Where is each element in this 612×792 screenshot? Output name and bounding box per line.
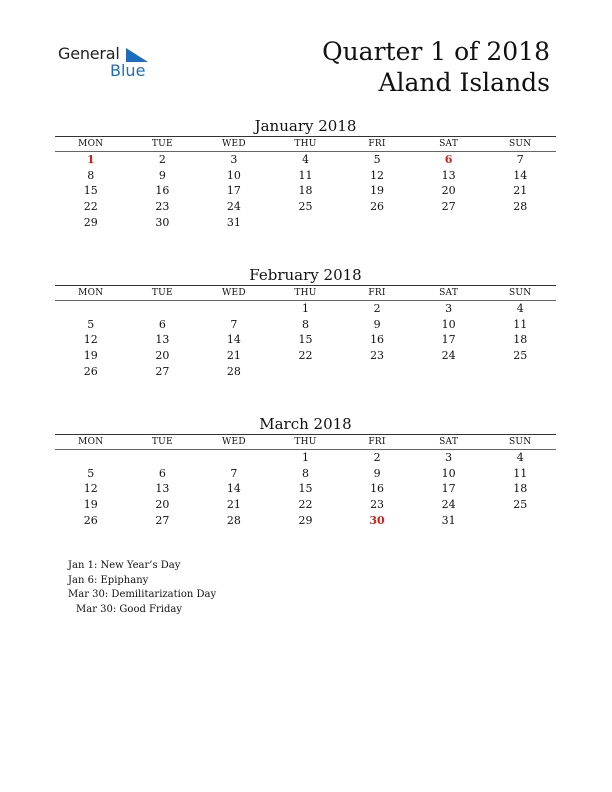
day-cell: 12 xyxy=(83,482,98,496)
weekday-header-thu: THU xyxy=(294,288,317,298)
weekday-header-row xyxy=(55,435,556,449)
holiday-day-cell: 1 xyxy=(86,153,95,166)
empty-day-cell xyxy=(127,301,199,317)
month-february xyxy=(55,265,556,379)
day-cell: 14 xyxy=(513,168,528,182)
day-cell: 18 xyxy=(298,184,313,198)
day-cell: 23 xyxy=(370,349,385,363)
day-cell: 26 xyxy=(83,364,98,378)
empty-day-cell xyxy=(198,301,270,317)
day-cell: 14 xyxy=(226,482,241,496)
day-cell: 19 xyxy=(83,349,98,363)
day-cell: 17 xyxy=(441,482,456,496)
day-cell: 15 xyxy=(83,184,98,198)
day-cell: 4 xyxy=(516,302,524,315)
weekday-header-mon: MON xyxy=(78,139,104,149)
weekday-header-thu: THU xyxy=(294,437,317,447)
holiday-day-cell: 6 xyxy=(444,153,453,166)
day-cell: 20 xyxy=(155,498,170,512)
month-january xyxy=(55,116,556,230)
empty-day-cell xyxy=(270,215,342,231)
day-cell: 15 xyxy=(298,482,313,496)
day-cell: 3 xyxy=(445,302,453,315)
day-cell: 1 xyxy=(301,302,309,315)
day-cell: 19 xyxy=(83,498,98,512)
weekday-header-tue: TUE xyxy=(151,288,173,298)
day-cell: 22 xyxy=(298,349,313,363)
day-cell: 16 xyxy=(370,333,385,347)
month-title: March 2018 xyxy=(259,415,352,433)
day-cell: 9 xyxy=(373,317,381,331)
logo-flag-icon xyxy=(126,48,148,62)
day-cell: 23 xyxy=(370,498,385,512)
day-cell: 30 xyxy=(155,215,170,229)
day-cell: 20 xyxy=(441,184,456,198)
day-cell: 31 xyxy=(441,513,456,527)
holiday-note: Jan 1: New Year’s Day xyxy=(68,560,181,571)
empty-day-cell xyxy=(413,364,485,380)
day-cell: 2 xyxy=(373,302,381,315)
day-cell: 11 xyxy=(513,466,528,480)
weekday-header-wed: WED xyxy=(221,437,246,447)
day-cell: 27 xyxy=(155,364,170,378)
day-cell: 24 xyxy=(441,498,456,512)
empty-day-cell xyxy=(55,301,127,317)
day-cell: 11 xyxy=(298,168,313,182)
weekday-header-fri: FRI xyxy=(368,437,386,447)
weekday-header-row xyxy=(55,137,556,151)
day-cell: 25 xyxy=(513,498,528,512)
day-cell: 10 xyxy=(226,168,241,182)
day-cell: 8 xyxy=(301,317,309,331)
day-cell: 21 xyxy=(513,184,528,198)
day-cell: 20 xyxy=(155,349,170,363)
weekday-header-tue: TUE xyxy=(151,139,173,149)
day-cell: 28 xyxy=(226,364,241,378)
day-cell: 24 xyxy=(441,349,456,363)
generalblue-logo xyxy=(58,44,158,84)
month-title: February 2018 xyxy=(249,266,362,284)
weekday-header-mon: MON xyxy=(78,437,104,447)
day-cell: 26 xyxy=(83,513,98,527)
empty-day-cell xyxy=(413,215,485,231)
day-cell: 5 xyxy=(87,466,95,480)
day-cell: 7 xyxy=(230,317,238,331)
empty-day-cell xyxy=(341,364,413,380)
weekday-header-fri: FRI xyxy=(368,288,386,298)
day-cell: 17 xyxy=(226,184,241,198)
weekday-header-thu: THU xyxy=(294,139,317,149)
day-cell: 22 xyxy=(83,200,98,214)
day-cell: 16 xyxy=(155,184,170,198)
day-cell: 21 xyxy=(226,498,241,512)
weekday-header-sat: SAT xyxy=(439,139,459,149)
holiday-day-cell: 30 xyxy=(369,513,385,527)
weekday-header-sun: SUN xyxy=(508,139,532,149)
day-grid xyxy=(55,450,556,528)
empty-day-cell xyxy=(484,215,556,231)
day-cell: 1 xyxy=(301,451,309,464)
day-cell: 5 xyxy=(373,153,381,166)
day-cell: 3 xyxy=(230,153,238,166)
day-cell: 11 xyxy=(513,317,528,331)
day-cell: 9 xyxy=(373,466,381,480)
holiday-notes xyxy=(68,559,216,617)
day-cell: 26 xyxy=(370,200,385,214)
day-cell: 6 xyxy=(158,466,166,480)
day-cell: 23 xyxy=(155,200,170,214)
day-cell: 27 xyxy=(155,513,170,527)
day-cell: 3 xyxy=(445,451,453,464)
day-cell: 6 xyxy=(158,317,166,331)
day-cell: 7 xyxy=(516,153,524,166)
day-cell: 15 xyxy=(298,333,313,347)
day-cell: 8 xyxy=(87,168,95,182)
day-cell: 18 xyxy=(513,333,528,347)
day-cell: 9 xyxy=(158,168,166,182)
day-cell: 28 xyxy=(226,513,241,527)
month-march xyxy=(55,414,556,528)
day-cell: 12 xyxy=(83,333,98,347)
empty-day-cell xyxy=(270,364,342,380)
weekday-header-sun: SUN xyxy=(508,437,532,447)
holiday-note: Mar 30: Good Friday xyxy=(76,603,182,615)
day-cell: 21 xyxy=(226,349,241,363)
day-cell: 10 xyxy=(441,466,456,480)
day-cell: 13 xyxy=(155,333,170,347)
day-cell: 13 xyxy=(441,168,456,182)
day-cell: 4 xyxy=(301,153,309,166)
day-cell: 2 xyxy=(373,451,381,464)
empty-day-cell xyxy=(341,215,413,231)
weekday-header-sat: SAT xyxy=(439,288,459,298)
day-cell: 13 xyxy=(155,482,170,496)
day-cell: 24 xyxy=(226,200,241,214)
empty-day-cell xyxy=(127,450,199,466)
day-cell: 29 xyxy=(83,215,98,229)
day-cell: 17 xyxy=(441,333,456,347)
day-cell: 18 xyxy=(513,482,528,496)
country-title: Aland Islands xyxy=(378,68,550,97)
empty-day-cell xyxy=(55,450,127,466)
month-title: January 2018 xyxy=(254,117,357,135)
day-cell: 22 xyxy=(298,498,313,512)
day-cell: 25 xyxy=(513,349,528,363)
day-cell: 28 xyxy=(513,200,528,214)
weekday-header-wed: WED xyxy=(221,139,246,149)
title-block xyxy=(322,36,550,98)
holiday-note: Mar 30: Demilitarization Day xyxy=(68,589,217,600)
day-cell: 16 xyxy=(370,482,385,496)
day-cell: 5 xyxy=(87,317,95,331)
weekday-header-wed: WED xyxy=(221,288,246,298)
logo-text-general: General xyxy=(58,44,120,63)
day-cell: 10 xyxy=(441,317,456,331)
day-cell: 27 xyxy=(441,200,456,214)
empty-day-cell xyxy=(198,450,270,466)
day-cell: 25 xyxy=(298,200,313,214)
quarter-title: Quarter 1 of 2018 xyxy=(322,37,550,66)
weekday-header-row xyxy=(55,286,556,300)
day-grid xyxy=(55,301,556,379)
day-cell: 31 xyxy=(226,215,241,229)
weekday-header-tue: TUE xyxy=(151,437,173,447)
weekday-header-fri: FRI xyxy=(368,139,386,149)
day-cell: 2 xyxy=(158,153,166,166)
weekday-header-mon: MON xyxy=(78,288,104,298)
day-cell: 29 xyxy=(298,513,313,527)
day-cell: 7 xyxy=(230,466,238,480)
day-cell: 14 xyxy=(226,333,241,347)
day-grid xyxy=(55,152,556,230)
weekday-header-sun: SUN xyxy=(508,288,532,298)
day-cell: 12 xyxy=(370,168,385,182)
empty-day-cell xyxy=(484,364,556,380)
day-cell: 8 xyxy=(301,466,309,480)
day-cell: 4 xyxy=(516,451,524,464)
holiday-note: Jan 6: Epiphany xyxy=(68,574,149,586)
empty-day-cell xyxy=(484,513,556,529)
logo-text-blue: Blue xyxy=(110,61,146,80)
weekday-header-sat: SAT xyxy=(439,437,459,447)
day-cell: 19 xyxy=(370,184,385,198)
